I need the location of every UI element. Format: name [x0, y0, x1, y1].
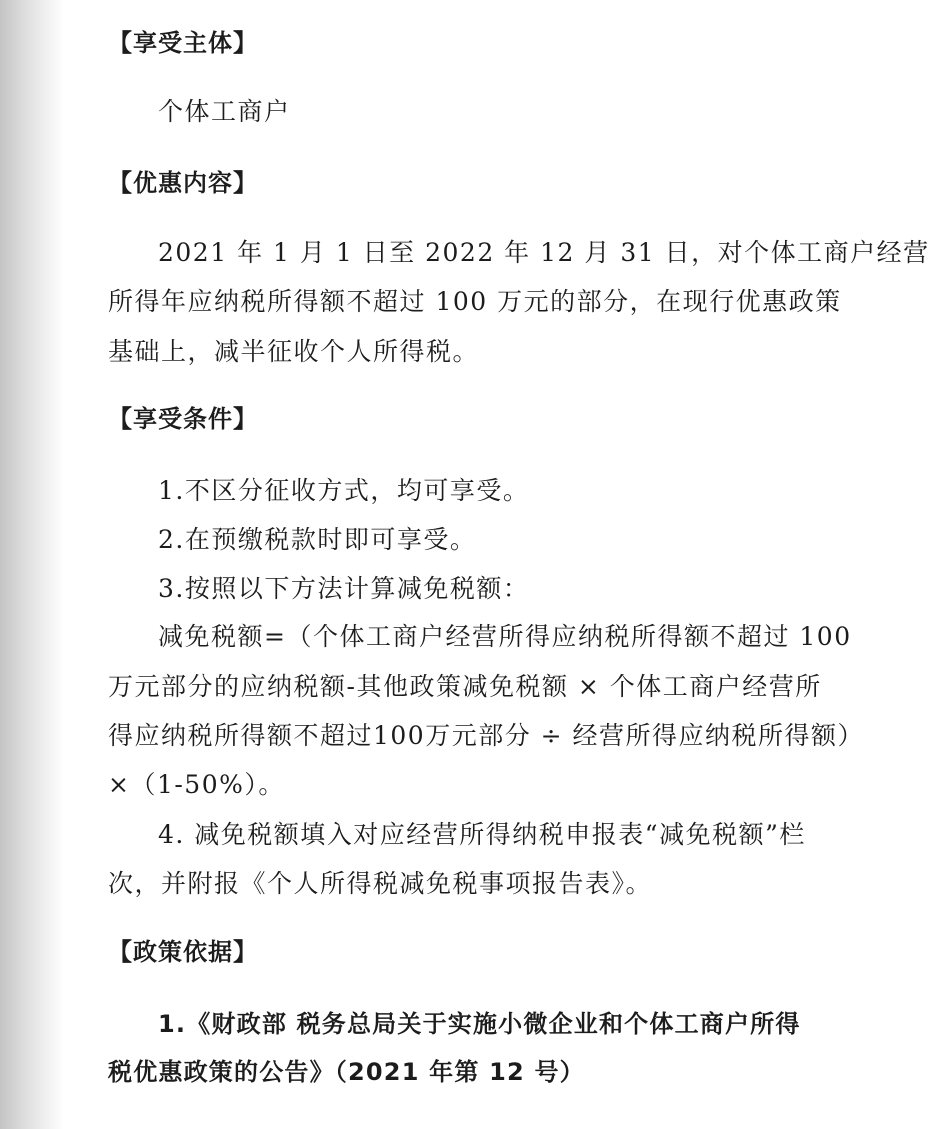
basis-item-1-line-1: 1.《财政部 税务总局关于实施小微企业和个体工商户所得 [158, 1010, 801, 1038]
condition-item-1: 1.不区分征收方式，均可享受。 [158, 476, 530, 505]
heading-beneficiary: 【享受主体】 [108, 29, 258, 57]
condition-item-4-line-2: 次，并附报《个人所得税减免税事项报告表》。 [108, 869, 653, 898]
formula-line-4: ×（1-50%）。 [108, 770, 285, 799]
heading-basis: 【政策依据】 [108, 938, 258, 966]
beneficiary-text: 个体工商户 [158, 97, 291, 126]
content-line-1: 2021 年 1 月 1 日至 2022 年 12 月 31 日，对个体工商户经营 [158, 238, 930, 267]
content-line-3: 基础上，减半征收个人所得税。 [108, 337, 480, 366]
condition-item-3: 3.按照以下方法计算减免税额： [158, 574, 530, 603]
content-line-2: 所得年应纳税所得额不超过 100 万元的部分，在现行优惠政策 [108, 287, 842, 316]
formula-line-2: 万元部分的应纳税额-其他政策减免税额 × 个体工商户经营所 [108, 672, 822, 701]
heading-content: 【优惠内容】 [108, 169, 258, 197]
formula-line-1: 减免税额=（个体工商户经营所得应纳税所得额不超过 100 [158, 622, 852, 651]
heading-conditions: 【享受条件】 [108, 405, 258, 433]
condition-item-2: 2.在预缴税款时即可享受。 [158, 525, 477, 554]
formula-line-3: 得应纳税所得额不超过100万元部分 ÷ 经营所得应纳税所得额） [108, 721, 865, 750]
basis-item-1-line-2: 税优惠政策的公告》（2021 年第 12 号） [108, 1058, 585, 1086]
condition-item-4-line-1: 4. 减免税额填入对应经营所得纳税申报表“减免税额”栏 [158, 820, 806, 849]
